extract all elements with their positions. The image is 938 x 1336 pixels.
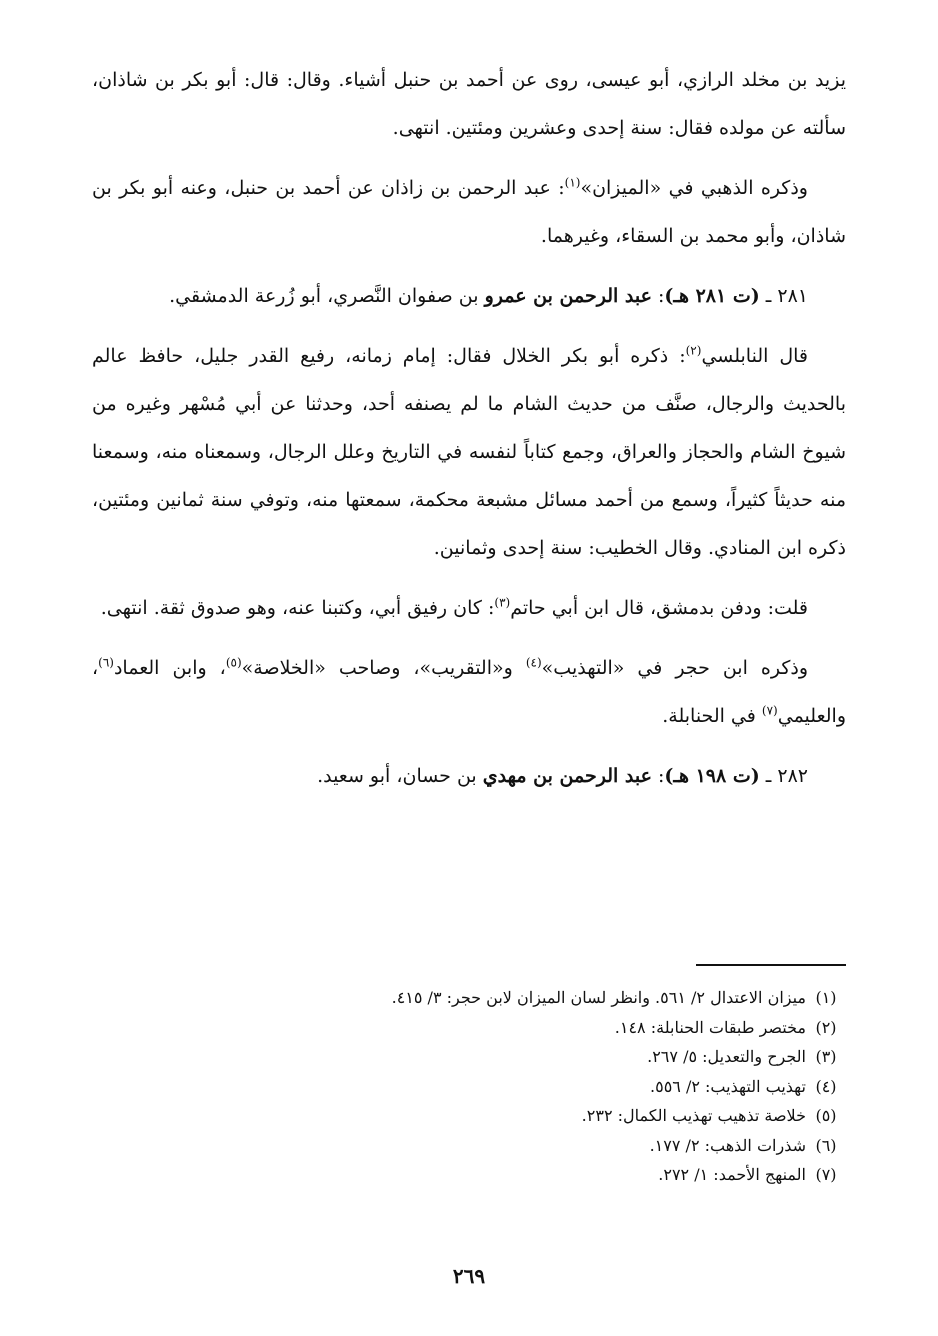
entry-number: ٢٨٢ ـ <box>759 765 808 787</box>
footnote-item <box>92 1042 846 1072</box>
footnotes-list <box>92 983 846 1190</box>
text-segment: في الحنابلة. <box>662 705 762 727</box>
text-segment: يزيد بن مخلد الرازي، أبو عيسى، روى عن أحمد بن حنبل أشياء. وقال: قال: أبو بكر بن شاذان، سألته عن مولده فقال: سنة إحدى وعشرين ومئتين. انتهى. <box>92 69 846 139</box>
footnote-text: الجرح والتعديل: ٥/ ٢٦٧. <box>647 1047 806 1066</box>
text-segment: ، والعليمي <box>92 657 846 727</box>
text-segment: : عبد الرحمن بن زاذان عن أحمد بن حنبل، وعنه أبو بكر بن شاذان، وأبو محمد بن السقاء، وغيرهما. <box>92 177 846 247</box>
footnote-item <box>92 983 846 1013</box>
entry-number: ٢٨١ ـ <box>759 285 808 307</box>
paragraph-6 <box>92 644 846 740</box>
entry-281-heading <box>92 272 846 320</box>
footnote-text: خلاصة تذهيب تهذيب الكمال: ٢٣٢. <box>581 1106 806 1125</box>
death-date: (ت ٢٨١ هـ) <box>664 285 760 307</box>
footnote-number: (٢) <box>815 1017 837 1037</box>
footnote-ref: (٧) <box>761 703 778 718</box>
footnote-text: المنهج الأحمد: ١/ ٢٧٢. <box>658 1165 806 1184</box>
footnote-number: (١) <box>815 988 837 1007</box>
footnote-text: مختصر طبقات الحنابلة: ١٤٨. <box>614 1017 806 1037</box>
footnote-item <box>92 1131 846 1161</box>
footnote-text: شذرات الذهب: ٢/ ١٧٧. <box>649 1135 806 1155</box>
text-segment: بن صفوان النَّصري، أبو زُرعة الدمشقي. <box>169 285 485 307</box>
footnote-number: (٦) <box>815 1135 837 1155</box>
text-segment: قلت: ودفن بدمشق، قال ابن أبي حاتم <box>510 597 808 619</box>
text-segment: قال النابلسي <box>701 345 809 367</box>
footnote-ref: (٢) <box>685 343 702 358</box>
footnote-number: (٥) <box>815 1106 837 1125</box>
footnote-number: (٤) <box>815 1076 837 1096</box>
entry-name: عبد الرحمن بن مهدي <box>482 765 652 787</box>
footnote-text: تهذيب التهذيب: ٢/ ٥٥٦. <box>650 1076 806 1096</box>
text-segment: ، وابن العماد <box>113 657 226 679</box>
text-segment: وذكره ابن حجر في «التهذيب» <box>541 657 808 679</box>
entry-name: عبد الرحمن بن عمرو <box>484 285 652 307</box>
text-segment: بن حسان، أبو سعيد. <box>317 765 483 787</box>
footnote-item <box>92 1160 846 1190</box>
page-number: ٢٦٩ <box>452 1264 486 1288</box>
footnote-number: (٣) <box>815 1047 837 1066</box>
main-text <box>92 56 846 812</box>
footnote-number: (٧) <box>815 1165 837 1184</box>
text-segment: وذكره الذهبي في «الميزان» <box>580 177 808 199</box>
text-segment: : كان رفيق أبي، وكتبنا عنه، وهو صدوق ثقة. انتهى. <box>100 597 495 619</box>
entry-282-heading <box>92 752 846 800</box>
text-segment: : ذكره أبو بكر الخلال فقال: إمام زمانه، رفيع القدر جليل، حافظ عالم بالحديث والرجال، صنَّف من حديث الشام ما لم يصنفه أحد، وحدثنا عن أبي مُسْهر وغيره من شيوخ الشام والحجاز والعراق، وجمع كتاباً لنفسه في التاريخ وعلل الرجال، وسمعناه منه، وسمعنا منه حديثاً كثيراً، وسمع من أحمد مسائل مشبعة محكمة، سمعتها منه، وتوفي سنة ثمانين ومئتين، ذكره ابن المنادي. وقال الخطيب: سنة إحدى وثمانين. <box>92 345 846 559</box>
footnote-ref: (٣) <box>494 595 511 610</box>
text-segment: و«التقريب»، وصاحب «الخلاصة» <box>241 657 526 679</box>
footnote-divider <box>696 964 846 966</box>
footnote-item <box>92 1101 846 1131</box>
text-segment: : <box>651 285 665 307</box>
paragraph-4 <box>92 332 846 572</box>
footnote-ref: (٤) <box>525 655 542 670</box>
death-date: (ت ١٩٨ هـ) <box>664 765 760 787</box>
footnote-ref: (٥) <box>225 655 242 670</box>
footnote-item <box>92 1072 846 1102</box>
footnote-ref: (٦) <box>98 655 114 670</box>
footnote-ref: (١) <box>564 175 581 190</box>
paragraph-5 <box>92 584 846 632</box>
text-segment: : <box>651 765 665 787</box>
paragraph-2 <box>92 164 846 260</box>
paragraph-1 <box>92 56 846 152</box>
footnote-item <box>92 1013 846 1043</box>
footnote-text: ميزان الاعتدال ٢/ ٥٦١. وانظر لسان الميزان لابن حجر: ٣/ ٤١٥. <box>391 988 806 1007</box>
